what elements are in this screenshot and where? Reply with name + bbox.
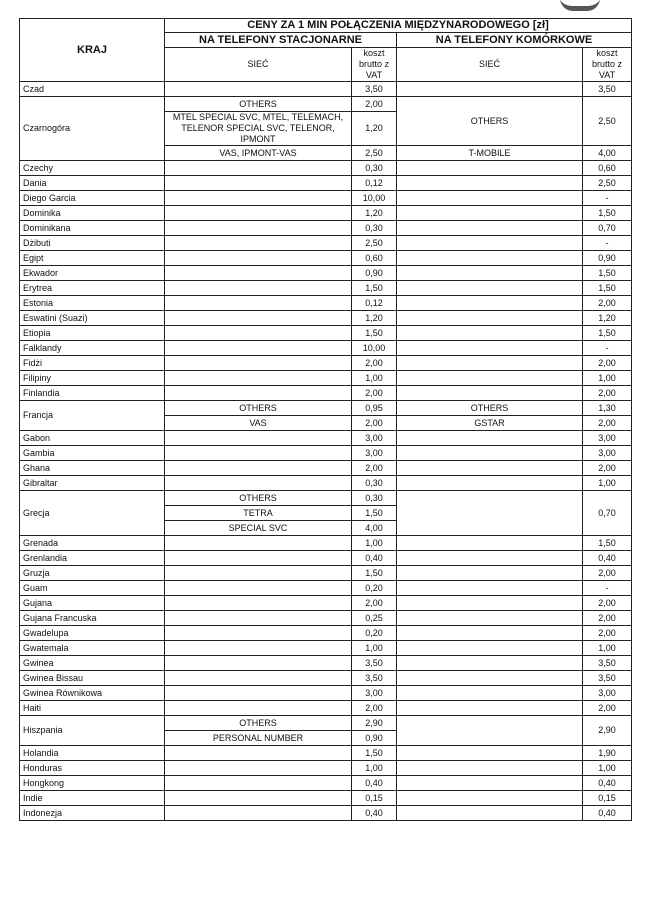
landline-network-cell: OTHERS	[165, 401, 352, 416]
landline-network-cell	[165, 191, 352, 206]
landline-network-cell	[165, 221, 352, 236]
country-cell: Fidżi	[20, 356, 165, 371]
mobile-price-cell: 2,50	[583, 176, 632, 191]
mobile-network-cell	[397, 551, 583, 566]
mobile-price-cell: 1,90	[583, 746, 632, 761]
landline-network-cell: OTHERS	[165, 97, 352, 112]
country-cell: Czarnogóra	[20, 97, 165, 161]
table-row	[20, 776, 632, 791]
landline-price-cell: 0,30	[352, 491, 397, 506]
mobile-network-cell	[397, 596, 583, 611]
table-row	[20, 191, 632, 206]
landline-network-cell	[165, 82, 352, 97]
landline-network-cell: MTEL SPECIAL SVC, MTEL, TELEMACH, TELENOR SPECIAL SVC, TELENOR, IPMONT	[165, 112, 352, 146]
mobile-price-cell: 1,00	[583, 641, 632, 656]
mobile-price-cell: 2,00	[583, 356, 632, 371]
table-row	[20, 641, 632, 656]
landline-network-cell: TETRA	[165, 506, 352, 521]
landline-price-cell: 1,50	[352, 281, 397, 296]
mobile-price-cell: 2,00	[583, 416, 632, 431]
table-row	[20, 206, 632, 221]
mobile-network-cell	[397, 671, 583, 686]
country-cell: Gibraltar	[20, 476, 165, 491]
mobile-price-cell: 3,00	[583, 446, 632, 461]
country-cell: Falklandy	[20, 341, 165, 356]
landline-price-cell: 2,00	[352, 461, 397, 476]
table-row	[20, 326, 632, 341]
country-cell: Gujana	[20, 596, 165, 611]
landline-price-cell: 0,40	[352, 806, 397, 821]
landline-network-cell: OTHERS	[165, 716, 352, 731]
country-cell: Estonia	[20, 296, 165, 311]
mobile-price-cell: 3,00	[583, 431, 632, 446]
mobile-network-cell: GSTAR	[397, 416, 583, 431]
table-row	[20, 671, 632, 686]
landline-network-cell	[165, 611, 352, 626]
mobile-price-cell: 1,00	[583, 761, 632, 776]
country-cell: Gwinea Równikowa	[20, 686, 165, 701]
table-row	[20, 431, 632, 446]
landline-price-cell: 0,15	[352, 791, 397, 806]
landline-network-cell	[165, 806, 352, 821]
landline-network-cell	[165, 176, 352, 191]
landline-network-cell	[165, 326, 352, 341]
mobile-network-cell	[397, 266, 583, 281]
country-cell: Finlandia	[20, 386, 165, 401]
landline-network-cell	[165, 596, 352, 611]
landline-network-cell	[165, 296, 352, 311]
landline-price-cell: 1,20	[352, 311, 397, 326]
landline-network-cell	[165, 461, 352, 476]
mobile-network-cell	[397, 206, 583, 221]
country-cell: Gruzja	[20, 566, 165, 581]
landline-network-cell	[165, 476, 352, 491]
mobile-network-cell	[397, 191, 583, 206]
table-row	[20, 401, 632, 416]
country-cell: Ghana	[20, 461, 165, 476]
mobile-price-cell: 0,70	[583, 221, 632, 236]
table-row	[20, 596, 632, 611]
landline-price-cell: 3,00	[352, 686, 397, 701]
country-cell: Gwinea	[20, 656, 165, 671]
mobile-price-cell: 0,70	[583, 491, 632, 536]
landline-price-cell: 0,90	[352, 266, 397, 281]
country-cell: Grenada	[20, 536, 165, 551]
mobile-network-header: SIEĆ	[397, 48, 583, 82]
landline-price-cell: 0,60	[352, 251, 397, 266]
landline-network-cell	[165, 386, 352, 401]
mobile-price-cell: 2,90	[583, 716, 632, 746]
table-row	[20, 236, 632, 251]
table-row	[20, 761, 632, 776]
table-row	[20, 221, 632, 236]
mobile-header: NA TELEFONY KOMÓRKOWE	[397, 33, 632, 48]
mobile-price-cell: 3,50	[583, 82, 632, 97]
landline-price-cell: 0,90	[352, 731, 397, 746]
mobile-price-cell: 2,00	[583, 626, 632, 641]
country-cell: Francja	[20, 401, 165, 431]
landline-price-cell: 4,00	[352, 521, 397, 536]
mobile-price-cell: 2,00	[583, 386, 632, 401]
landline-network-cell	[165, 251, 352, 266]
landline-network-cell	[165, 686, 352, 701]
mobile-price-cell: 2,00	[583, 296, 632, 311]
table-row	[20, 266, 632, 281]
landline-network-cell	[165, 761, 352, 776]
mobile-network-cell	[397, 626, 583, 641]
mobile-price-cell: 2,00	[583, 611, 632, 626]
landline-price-cell: 2,50	[352, 236, 397, 251]
table-row	[20, 176, 632, 191]
mobile-network-cell	[397, 176, 583, 191]
landline-price-cell: 0,30	[352, 221, 397, 236]
country-cell: Czechy	[20, 161, 165, 176]
landline-price-cell: 2,00	[352, 356, 397, 371]
landline-network-cell	[165, 656, 352, 671]
landline-price-cell: 1,20	[352, 206, 397, 221]
landline-network-cell	[165, 356, 352, 371]
mobile-network-cell	[397, 236, 583, 251]
landline-price-cell: 0,12	[352, 296, 397, 311]
landline-network-cell	[165, 371, 352, 386]
country-cell: Dominika	[20, 206, 165, 221]
landline-network-cell	[165, 536, 352, 551]
landline-price-cell: 3,50	[352, 671, 397, 686]
mobile-network-cell	[397, 491, 583, 536]
mobile-price-cell: 1,00	[583, 371, 632, 386]
table-row	[20, 82, 632, 97]
mobile-network-cell	[397, 341, 583, 356]
landline-price-cell: 0,25	[352, 611, 397, 626]
landline-price-cell: 2,50	[352, 146, 397, 161]
mobile-network-cell	[397, 251, 583, 266]
landline-price-cell: 0,30	[352, 161, 397, 176]
landline-price-cell: 1,20	[352, 112, 397, 146]
mobile-price-cell: 3,50	[583, 671, 632, 686]
mobile-price-cell: 1,50	[583, 206, 632, 221]
mobile-network-cell	[397, 641, 583, 656]
table-row	[20, 446, 632, 461]
landline-network-cell: OTHERS	[165, 491, 352, 506]
landline-network-cell	[165, 626, 352, 641]
mobile-price-cell: 2,00	[583, 701, 632, 716]
table-row	[20, 341, 632, 356]
country-cell: Egipt	[20, 251, 165, 266]
country-cell: Gwadelupa	[20, 626, 165, 641]
landline-network-cell	[165, 671, 352, 686]
mobile-network-cell	[397, 296, 583, 311]
mobile-network-cell: OTHERS	[397, 97, 583, 146]
mobile-network-cell	[397, 611, 583, 626]
landline-network-cell	[165, 791, 352, 806]
mobile-network-cell	[397, 461, 583, 476]
landline-price-cell: 3,00	[352, 431, 397, 446]
country-cell: Guam	[20, 581, 165, 596]
landline-price-cell: 3,50	[352, 82, 397, 97]
landline-price-cell: 1,50	[352, 506, 397, 521]
country-cell: Honduras	[20, 761, 165, 776]
country-cell: Indie	[20, 791, 165, 806]
mobile-network-cell	[397, 356, 583, 371]
table-row	[20, 716, 632, 731]
mobile-price-cell: 0,40	[583, 806, 632, 821]
table-row	[20, 161, 632, 176]
landline-price-cell: 0,20	[352, 626, 397, 641]
logo-arc-fragment	[560, 0, 600, 11]
table-row	[20, 701, 632, 716]
landline-cost-header: koszt brutto z VAT	[352, 48, 397, 82]
mobile-network-cell	[397, 326, 583, 341]
mobile-network-cell: OTHERS	[397, 401, 583, 416]
country-cell: Dżibuti	[20, 236, 165, 251]
mobile-price-cell: 2,00	[583, 566, 632, 581]
mobile-network-cell	[397, 386, 583, 401]
table-body	[20, 82, 632, 821]
mobile-price-cell: 0,40	[583, 551, 632, 566]
landline-price-cell: 2,00	[352, 416, 397, 431]
country-cell: Gwinea Bissau	[20, 671, 165, 686]
table-row	[20, 551, 632, 566]
landline-price-cell: 0,95	[352, 401, 397, 416]
landline-network-cell: VAS, IPMONT-VAS	[165, 146, 352, 161]
table-row	[20, 581, 632, 596]
table-row	[20, 251, 632, 266]
table-row	[20, 806, 632, 821]
mobile-price-cell: 1,20	[583, 311, 632, 326]
landline-network-cell	[165, 236, 352, 251]
country-cell: Grecja	[20, 491, 165, 536]
mobile-price-cell: 0,40	[583, 776, 632, 791]
landline-price-cell: 2,00	[352, 596, 397, 611]
mobile-price-cell: 0,90	[583, 251, 632, 266]
mobile-network-cell	[397, 536, 583, 551]
table-row	[20, 491, 632, 506]
landline-price-cell: 3,00	[352, 446, 397, 461]
mobile-price-cell: 0,60	[583, 161, 632, 176]
mobile-price-cell: 4,00	[583, 146, 632, 161]
mobile-network-cell	[397, 281, 583, 296]
mobile-price-cell: 1,50	[583, 536, 632, 551]
mobile-network-cell	[397, 82, 583, 97]
table-row	[20, 566, 632, 581]
mobile-network-cell	[397, 221, 583, 236]
country-cell: Grenlandia	[20, 551, 165, 566]
table-row	[20, 296, 632, 311]
mobile-price-cell: 2,00	[583, 461, 632, 476]
mobile-price-cell: 3,50	[583, 656, 632, 671]
mobile-price-cell: 0,15	[583, 791, 632, 806]
table-row	[20, 311, 632, 326]
country-cell: Dania	[20, 176, 165, 191]
landline-price-cell: 2,00	[352, 386, 397, 401]
table-row	[20, 281, 632, 296]
landline-network-cell	[165, 431, 352, 446]
mobile-network-cell	[397, 806, 583, 821]
landline-network-cell	[165, 311, 352, 326]
table-row	[20, 476, 632, 491]
landline-price-cell: 1,50	[352, 566, 397, 581]
mobile-network-cell	[397, 371, 583, 386]
mobile-price-cell: -	[583, 191, 632, 206]
landline-price-cell: 3,50	[352, 656, 397, 671]
landline-price-cell: 0,30	[352, 476, 397, 491]
landline-price-cell: 2,00	[352, 97, 397, 112]
table-row	[20, 791, 632, 806]
country-column-header: KRAJ	[20, 19, 165, 82]
landline-price-cell: 0,20	[352, 581, 397, 596]
mobile-network-cell	[397, 656, 583, 671]
landline-price-cell: 0,40	[352, 776, 397, 791]
landline-price-cell: 10,00	[352, 191, 397, 206]
rates-table	[19, 18, 632, 821]
mobile-price-cell: 3,00	[583, 686, 632, 701]
mobile-price-cell: -	[583, 341, 632, 356]
landline-network-cell	[165, 281, 352, 296]
landline-price-cell: 1,50	[352, 746, 397, 761]
landline-price-cell: 1,00	[352, 761, 397, 776]
landline-price-cell: 0,12	[352, 176, 397, 191]
country-cell: Gujana Francuska	[20, 611, 165, 626]
country-cell: Gambia	[20, 446, 165, 461]
table-row	[20, 461, 632, 476]
mobile-network-cell	[397, 791, 583, 806]
landline-price-cell: 1,00	[352, 536, 397, 551]
country-cell: Indonezja	[20, 806, 165, 821]
country-cell: Dominikana	[20, 221, 165, 236]
table-row	[20, 686, 632, 701]
landline-network-cell	[165, 641, 352, 656]
table-row	[20, 386, 632, 401]
table-row	[20, 371, 632, 386]
landline-network-header: SIEĆ	[165, 48, 352, 82]
mobile-network-cell	[397, 311, 583, 326]
landline-price-cell: 1,00	[352, 641, 397, 656]
mobile-price-cell: 1,30	[583, 401, 632, 416]
landline-network-cell: PERSONAL NUMBER	[165, 731, 352, 746]
country-cell: Gwatemala	[20, 641, 165, 656]
country-cell: Etiopia	[20, 326, 165, 341]
mobile-price-cell: -	[583, 236, 632, 251]
country-cell: Hongkong	[20, 776, 165, 791]
country-cell: Erytrea	[20, 281, 165, 296]
mobile-network-cell	[397, 716, 583, 746]
landline-network-cell	[165, 446, 352, 461]
mobile-network-cell	[397, 431, 583, 446]
mobile-price-cell: 2,50	[583, 97, 632, 146]
mobile-network-cell	[397, 476, 583, 491]
landline-price-cell: 2,00	[352, 701, 397, 716]
landline-network-cell	[165, 566, 352, 581]
table-row	[20, 656, 632, 671]
landline-price-cell: 1,00	[352, 371, 397, 386]
table-row	[20, 746, 632, 761]
mobile-price-cell: 2,00	[583, 596, 632, 611]
landline-network-cell	[165, 776, 352, 791]
country-cell: Gabon	[20, 431, 165, 446]
mobile-network-cell: T-MOBILE	[397, 146, 583, 161]
mobile-cost-header: koszt brutto z VAT	[583, 48, 632, 82]
table-row	[20, 97, 632, 112]
country-cell: Ekwador	[20, 266, 165, 281]
table-header	[20, 19, 632, 82]
table-row	[20, 611, 632, 626]
landline-price-cell: 2,90	[352, 716, 397, 731]
mobile-price-cell: 1,50	[583, 281, 632, 296]
landline-network-cell	[165, 206, 352, 221]
landline-network-cell	[165, 581, 352, 596]
mobile-price-cell: 1,50	[583, 326, 632, 341]
table-row	[20, 626, 632, 641]
landline-header: NA TELEFONY STACJONARNE	[165, 33, 397, 48]
mobile-network-cell	[397, 566, 583, 581]
landline-network-cell	[165, 161, 352, 176]
landline-price-cell: 1,50	[352, 326, 397, 341]
mobile-network-cell	[397, 761, 583, 776]
mobile-network-cell	[397, 746, 583, 761]
mobile-network-cell	[397, 701, 583, 716]
country-cell: Haiti	[20, 701, 165, 716]
table-row	[20, 356, 632, 371]
landline-network-cell	[165, 551, 352, 566]
landline-network-cell: VAS	[165, 416, 352, 431]
mobile-network-cell	[397, 686, 583, 701]
landline-price-cell: 10,00	[352, 341, 397, 356]
mobile-price-cell: -	[583, 581, 632, 596]
landline-network-cell	[165, 746, 352, 761]
mobile-price-cell: 1,50	[583, 266, 632, 281]
country-cell: Filipiny	[20, 371, 165, 386]
country-cell: Holandia	[20, 746, 165, 761]
country-cell: Diego Garcia	[20, 191, 165, 206]
landline-price-cell: 0,40	[352, 551, 397, 566]
country-cell: Eswatini (Suazi)	[20, 311, 165, 326]
country-cell: Hiszpania	[20, 716, 165, 746]
landline-network-cell	[165, 701, 352, 716]
mobile-network-cell	[397, 776, 583, 791]
country-cell: Czad	[20, 82, 165, 97]
landline-network-cell	[165, 266, 352, 281]
mobile-network-cell	[397, 446, 583, 461]
mobile-network-cell	[397, 161, 583, 176]
landline-network-cell: SPECIAL SVC	[165, 521, 352, 536]
table-row	[20, 536, 632, 551]
mobile-price-cell: 1,00	[583, 476, 632, 491]
mobile-network-cell	[397, 581, 583, 596]
landline-network-cell	[165, 341, 352, 356]
table-title: CENY ZA 1 MIN POŁĄCZENIA MIĘDZYNARODOWEGO [zł]	[165, 19, 632, 33]
